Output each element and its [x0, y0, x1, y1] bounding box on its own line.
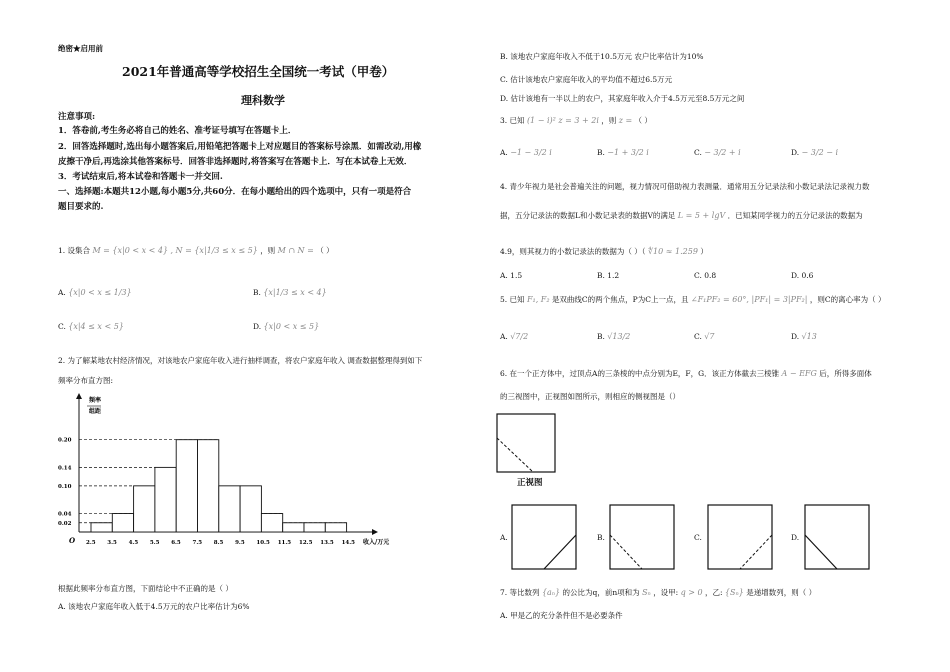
exam-title: 2021年普通高等学校招生全国统一考试（甲卷） [122, 64, 395, 79]
y-axis-label-bottom: 组距 [89, 408, 102, 415]
x-tick-label: 3.5 [107, 540, 117, 546]
section1-line2: 题目要求的. [58, 202, 104, 212]
q2-line2: 频率分布直方图: [58, 376, 114, 385]
x-tick-label: 14.5 [341, 540, 356, 546]
x-tick-label: 13.5 [320, 540, 334, 546]
x-tick-label: 5.5 [149, 540, 160, 546]
q3-option-b: B. −1 + 3/2 i [597, 148, 649, 157]
notice-2-cont: 皮擦干净后,再选涂其他答案标号．回答非选择题时,将答案写在答题卡上．写在本试卷上无效． [58, 157, 413, 167]
q6-option-a-figure [510, 503, 580, 571]
x-tick-label: 10.5 [256, 540, 270, 546]
q6-option-c-figure [706, 503, 776, 571]
q2-option-c: C. 估计该地农户家庭年收入的平均值不超过6.5万元 [500, 75, 673, 84]
q4-option-c: C. 0.8 [694, 271, 717, 280]
q5-option-b: B. √13/2 [597, 332, 631, 341]
q6-option-b-figure [608, 503, 678, 571]
x-tick-label: 7.5 [192, 540, 203, 546]
q6-option-c-label: C. [694, 533, 702, 542]
notice-3: 3．考试结束后,将本试卷和答题卡一并交回. [58, 172, 223, 182]
q5-option-d: D. √13 [791, 332, 817, 341]
q5-option-a: A. √7/2 [500, 332, 529, 341]
notice-heading: 注意事项: [58, 112, 96, 122]
q4-line2: 据，五分记录法的数据L和小数记录表的数据V的满足 L = 5 + lgV ．已知某同学视力的五分记录法的数据为 [500, 211, 863, 220]
q3-stem: 3. 已知 (1 − i)² z = 3 + 2i ，则 z = （ ） [500, 116, 652, 125]
q6-option-a-label: A. [500, 533, 508, 542]
histogram-bar [198, 440, 219, 532]
x-axis-label: 收入/万元 [363, 539, 390, 546]
x-tick-label: 4.5 [128, 540, 139, 546]
x-tick-label: 11.5 [277, 540, 292, 546]
notice-1: 1．答卷前,考生务必将自己的姓名、准考证号填写在答题卡上． [58, 126, 297, 136]
x-tick-label: 2.5 [86, 540, 96, 546]
histogram-bar [176, 440, 197, 532]
exam-subtitle: 理科数学 [241, 94, 285, 107]
q6-option-d-label: D. [791, 533, 800, 542]
q2-option-a: A. 该地农户家庭年收入低于4.5万元的农户比率估计为6% [58, 602, 250, 611]
q6-line1: 6. 在一个正方体中，过顶点A的三条棱的中点分别为E，F，G．该正方体截去三棱锥 A − EFG 后，所得多面体 [500, 369, 872, 378]
q2-option-d: D. 估计该地有一半以上的农户，其家庭年收入介于4.5万元至8.5万元之间 [500, 94, 745, 103]
secret-mark: 绝密★启用前 [58, 44, 103, 53]
histogram-chart [55, 392, 405, 557]
y-tick-label: 0.10 [58, 483, 72, 490]
q4-approx: ∜10 ≈ 1.259 [647, 247, 698, 256]
histogram-bar [91, 523, 112, 532]
notice-2: 2．回答选择题时,选出每小题答案后,用铅笔把答题卡上对应题目的答案标号涂黑．如需改动,用橡 [58, 142, 422, 152]
histogram-bar [283, 523, 304, 532]
q2-question: 根据此频率分布直方图，下面结论中不正确的是（ ） [58, 584, 233, 593]
histogram-bar [261, 514, 282, 532]
front-view-label: 正视图 [517, 478, 543, 488]
q5-option-c: C. √7 [694, 332, 715, 341]
q2-option-b: B. 该地农户家庭年收入不低于10.5万元 农户比率估计为10% [500, 52, 704, 61]
q4-line3: 4.9，则其视力的小数记录法的数据为（ ）（ ∜10 ≈ 1.259 ） [500, 247, 708, 256]
y-tick-label: 0.14 [58, 465, 72, 472]
q1-option-b: B. {x|1/3 ≤ x < 4} [253, 288, 327, 297]
q1-set-m: M = {x|0 < x < 4} [92, 246, 169, 255]
y-tick-label: 0.02 [58, 520, 72, 527]
histogram-bar [304, 523, 325, 532]
q1-option-c: C. {x|4 ≤ x < 5} [58, 322, 124, 331]
q6-option-b-label: B. [597, 533, 605, 542]
q6-line2: 的三视图中，正视图如图所示，则相应的侧视图是（） [500, 392, 680, 401]
histogram-bar [325, 523, 346, 532]
x-tick-label: 9.5 [235, 540, 245, 546]
histogram-bar [155, 467, 176, 532]
q3-option-a: A. −1 − 3/2 i [500, 148, 552, 157]
front-view-figure [495, 412, 559, 474]
q7-stem: 7. 等比数列 {aₙ} 的公比为q，前n项和为 Sₙ ，设甲: q > 0 ，乙: {Sₙ} 是递增数列，则（ ） [500, 588, 817, 597]
q4-formula: L = 5 + lgV [677, 211, 726, 220]
y-tick-label: 0.04 [58, 511, 72, 518]
histogram-bar [240, 486, 261, 532]
y-tick-label: 0.20 [58, 437, 72, 444]
q1-intersection: M ∩ N = [277, 246, 314, 255]
q7-option-a: A. 甲是乙的充分条件但不是必要条件 [500, 611, 623, 620]
x-tick-label: 12.5 [299, 540, 313, 546]
q3-option-d: D. − 3/2 − i [791, 148, 838, 157]
q4-option-b: B. 1.2 [597, 271, 620, 280]
histogram-bar [112, 514, 133, 532]
origin-label: O [69, 536, 76, 545]
x-tick-label: 6.5 [171, 540, 181, 546]
q4-line1: 4. 青少年视力是社会普遍关注的问题，视力情况可借助视力表测量．通常用五分记录法和小数记录法记录视力数 [500, 182, 870, 191]
q3-option-c: C. − 3/2 + i [694, 148, 741, 157]
y-axis-label-top: 频率 [89, 397, 102, 404]
histogram-bar [219, 486, 240, 532]
section1-line1: 一、选择题:本题共12小题,每小题5分,共60分．在每小题给出的四个选项中，只有一项是符合 [58, 187, 412, 197]
x-tick-label: 8.5 [213, 540, 224, 546]
q1-set-n: , N = {x|1/3 ≤ x ≤ 5} [170, 246, 258, 255]
q1-stem: 1. 设集合 M = {x|0 < x < 4} , N = {x|1/3 ≤ x ≤ 5} ，则 M ∩ N = （ ） [58, 246, 334, 255]
q1-option-d: D. {x|0 < x ≤ 5} [253, 322, 320, 331]
q2-line1: 2. 为了解某地农村经济情况，对该地农户家庭年收入进行抽样调查，将农户家庭年收入 调查数据整理得到如下 [58, 356, 423, 365]
q6-option-d-figure [803, 503, 873, 571]
q4-option-a: A. 1.5 [500, 271, 523, 280]
q5-stem: 5. 已知 F₁, F₂ 是双曲线C的两个焦点，P为C上一点，且 ∠F₁PF₂ = 60°, |PF₁| = 3|PF₂| ，则C的离心率为（ ） [500, 295, 886, 304]
histogram-bar [134, 486, 155, 532]
q4-option-d: D. 0.6 [791, 271, 814, 280]
q1-option-a: A. {x|0 < x ≤ 1/3} [58, 288, 132, 297]
